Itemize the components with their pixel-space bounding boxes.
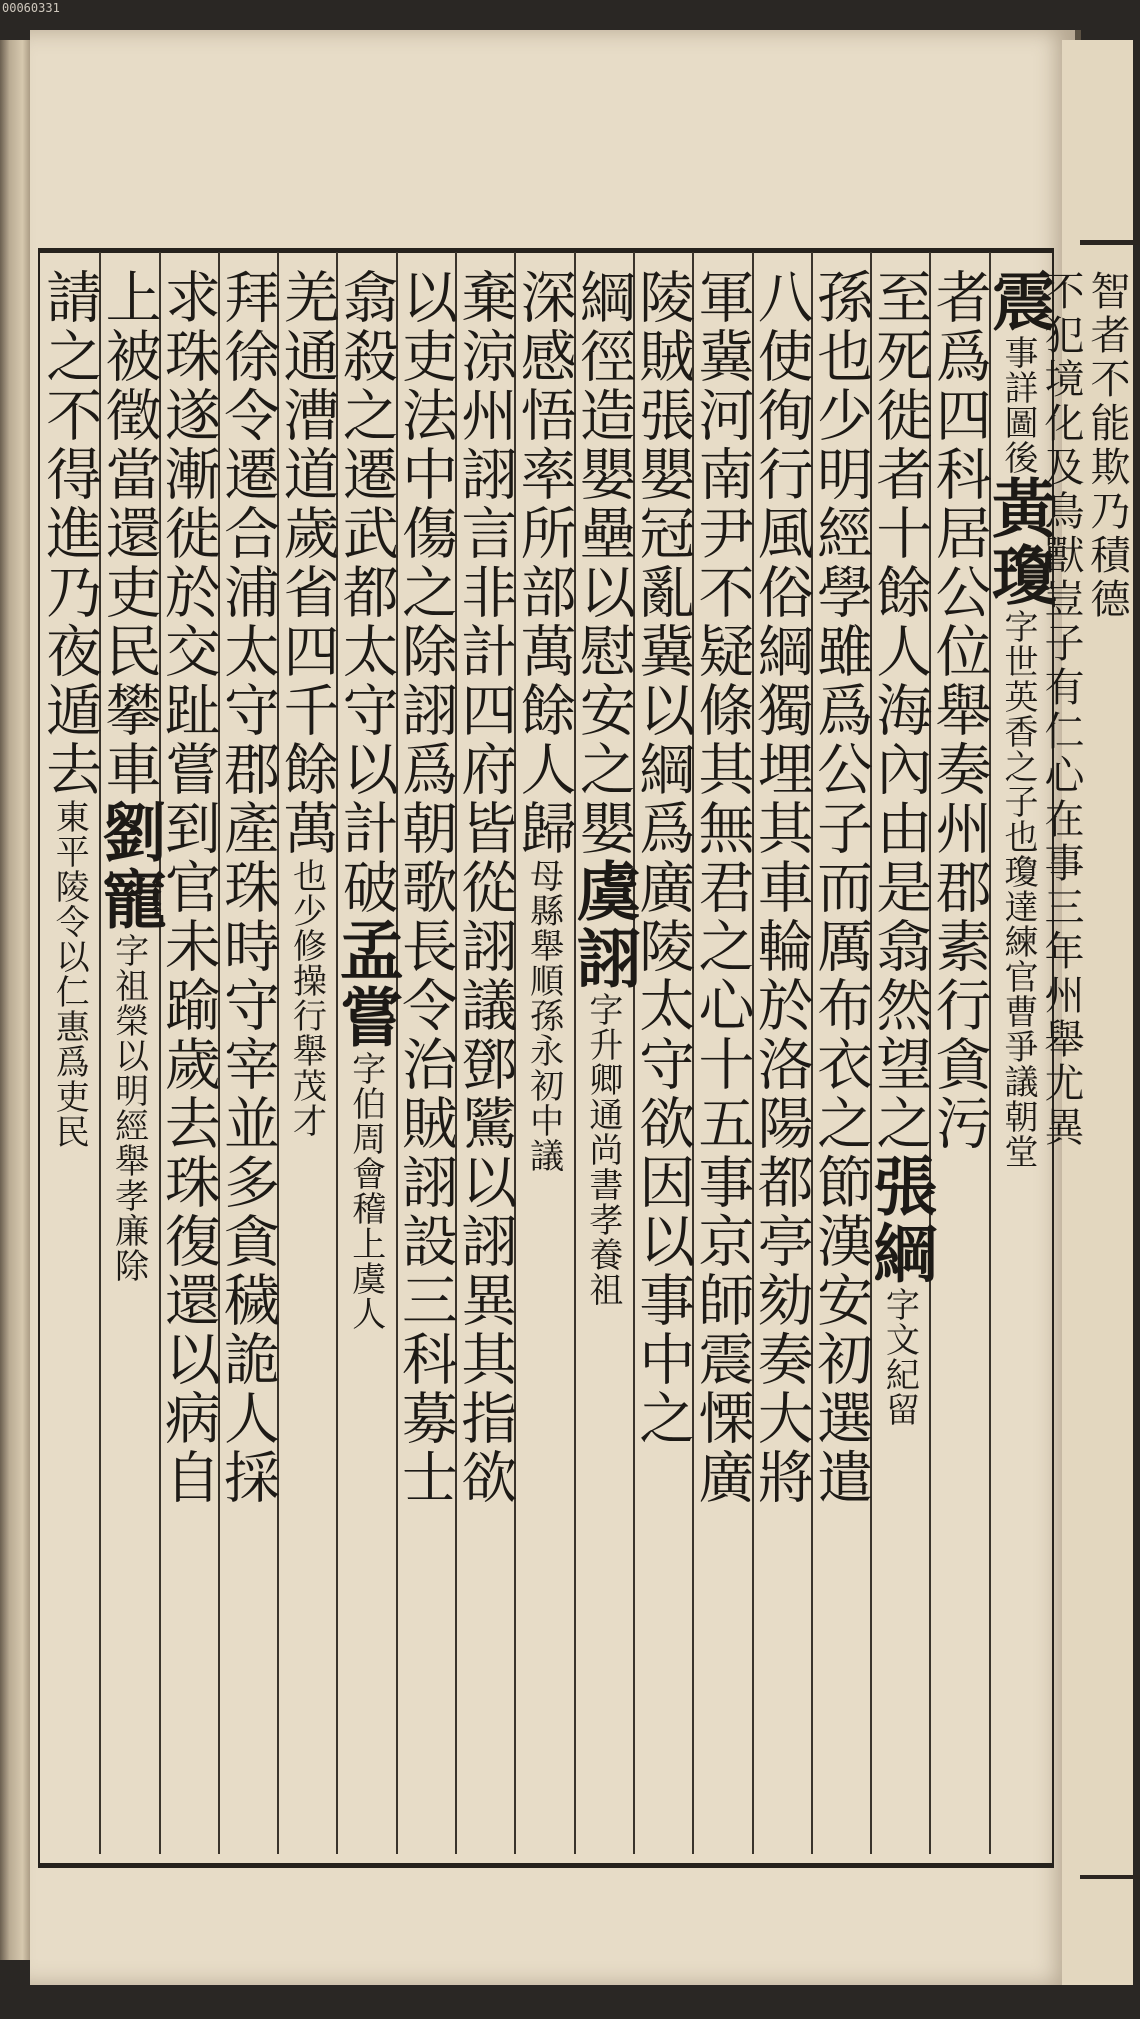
text-segment: 深感悟率所部萬餘人歸 <box>511 268 577 858</box>
text-column-7 <box>630 268 696 1848</box>
text-segment: 至死徙者十餘人海內由是翕然望之 <box>867 268 933 1153</box>
text-column-15 <box>155 268 221 1848</box>
text-column-5 <box>748 268 814 1848</box>
text-segment: 字升卿通尚書孝養祖 <box>582 992 623 1307</box>
text-segment: 綱徑造嬰壘以慰安之嬰 <box>570 268 636 858</box>
text-column-10 <box>452 268 518 1848</box>
text-segment: 字世英香之子也瓊達練官曹爭議朝堂 <box>997 609 1038 1169</box>
next-page-column-2: 不犯境化及鳥獸豈子有仁心在事三年州舉尤異 <box>1038 270 1084 1150</box>
text-segment: 翕殺之遷武都太守以計破 <box>333 268 399 917</box>
text-segment: 棄涼州詡言非計四府皆從詡議鄧騭以詡異其指欲 <box>452 268 518 1507</box>
scan-id: 00060331 <box>2 1 60 15</box>
text-segment: 震 <box>980 268 1056 335</box>
text-segment: 上被徵當還吏民攀車 <box>96 268 162 799</box>
text-segment: 事詳 <box>997 335 1038 405</box>
text-segment: 也少修操行舉茂才 <box>286 858 327 1138</box>
text-segment: 黃瓊 <box>980 475 1056 609</box>
text-column-9 <box>511 268 577 1848</box>
text-column-12 <box>328 268 404 1848</box>
text-segment: 羌通漕道歲省四千餘萬 <box>274 268 340 858</box>
text-column-4 <box>808 268 874 1848</box>
text-segment: 東平陵令以仁惠爲吏民 <box>49 799 90 1149</box>
text-column-3 <box>862 268 938 1848</box>
text-segment: 孫也少明經學雖爲公子而厲布衣之節漢安初選遣 <box>808 268 874 1507</box>
text-segment: 陵賊張嬰冠亂冀以綱爲廣陵太守欲因以事中之 <box>630 268 696 1448</box>
text-column-8 <box>565 268 641 1848</box>
text-segment: 者爲四科居公位舉奏州郡素行貪污 <box>926 268 992 1153</box>
next-page-column-1: 智者不能欺乃積德 <box>1084 270 1130 622</box>
text-segment: 張綱 <box>862 1153 938 1287</box>
text-column-11 <box>393 268 459 1848</box>
text-column-2 <box>926 268 992 1848</box>
text-segment: 虞詡 <box>565 858 641 992</box>
text-segment: 求珠遂漸徙於交趾嘗到官未踰歲去珠復還以病自 <box>155 268 221 1507</box>
text-segment: 母縣舉順孫永初中議 <box>523 858 564 1173</box>
text-segment: 請之不得進乃夜遁去 <box>37 268 103 799</box>
text-column-13 <box>274 268 340 1848</box>
text-segment: 字文紀留 <box>879 1287 920 1427</box>
text-segment: 劉寵 <box>91 799 167 933</box>
text-segment: 八使徇行風俗綱獨埋其車輪於洛陽都亭劾奏大將 <box>748 268 814 1507</box>
text-column-16 <box>91 268 167 1848</box>
text-segment: 孟嘗 <box>328 917 404 1051</box>
text-column-17 <box>37 268 103 1848</box>
text-segment: 拜徐令遷合浦太守郡產珠時守宰並多貪穢詭人採 <box>215 268 281 1507</box>
next-page <box>1038 40 1133 1985</box>
text-segment: 圖後 <box>997 405 1038 475</box>
text-segment: 字伯周會稽上虞人 <box>345 1051 386 1331</box>
text-segment: 以吏法中傷之除詡爲朝歌長令治賊詡設三科募士 <box>393 268 459 1507</box>
book-edge <box>0 40 32 1960</box>
text-segment: 軍冀河南尹不疑條其無君之心十五事京師震慄廣 <box>689 268 755 1507</box>
text-column-6 <box>689 268 755 1848</box>
text-column-14 <box>215 268 281 1848</box>
text-segment: 字祖榮以明經舉孝廉除 <box>108 933 149 1283</box>
